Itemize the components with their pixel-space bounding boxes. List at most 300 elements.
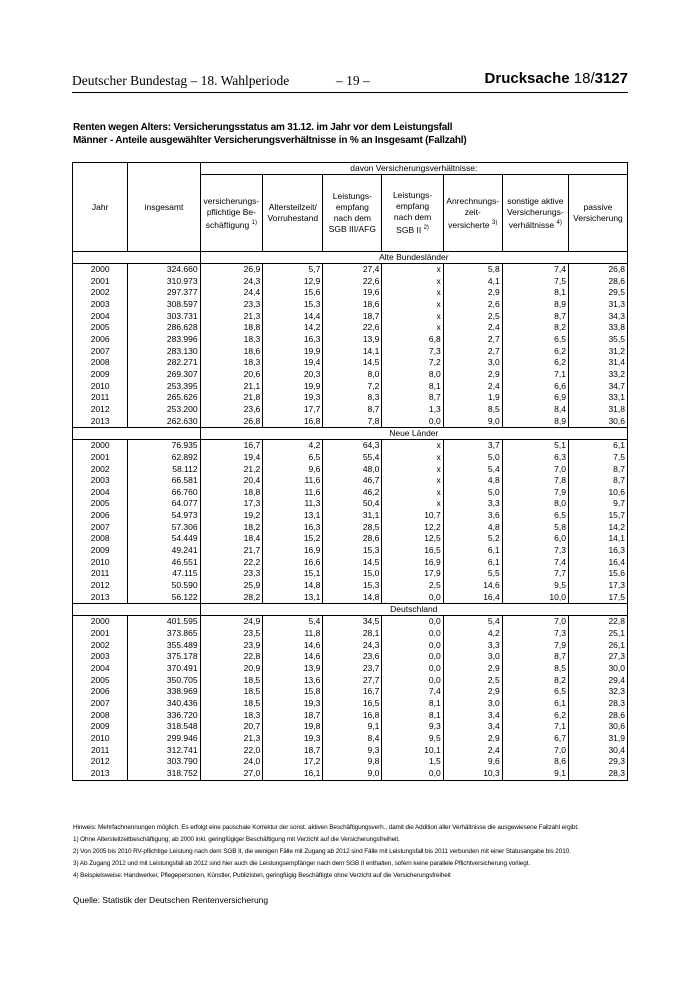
- table-row: [73, 651, 628, 663]
- table-row: [73, 475, 628, 487]
- table-row: [73, 568, 628, 580]
- value-cell: 8,5: [502, 663, 568, 675]
- value-cell: 11,6: [263, 475, 323, 487]
- table-row: [73, 733, 628, 745]
- value-cell: 2,4: [443, 381, 502, 393]
- footnotes: [73, 822, 633, 882]
- value-cell: 2,7: [443, 334, 502, 346]
- year-cell: 2004: [73, 487, 128, 499]
- value-cell: 14,1: [323, 346, 382, 358]
- value-cell: 9,0: [323, 768, 382, 780]
- value-cell: x: [382, 498, 443, 510]
- value-cell: 19,2: [200, 510, 263, 522]
- value-cell: 9,1: [502, 768, 568, 780]
- value-cell: 24,9: [200, 616, 263, 628]
- value-cell: 15,1: [263, 568, 323, 580]
- value-cell: 23,3: [200, 299, 263, 311]
- value-cell: 64,3: [323, 440, 382, 452]
- year-cell: 2009: [73, 369, 128, 381]
- table-row: [73, 264, 628, 276]
- value-cell: 28,5: [323, 522, 382, 534]
- value-cell: 19,3: [263, 733, 323, 745]
- year-cell: 2006: [73, 510, 128, 522]
- value-cell: 14,4: [263, 311, 323, 323]
- value-cell: x: [382, 464, 443, 476]
- value-cell: 66.760: [128, 487, 200, 499]
- value-cell: 16,6: [263, 557, 323, 569]
- table-row: [73, 464, 628, 476]
- value-cell: 31,1: [323, 510, 382, 522]
- value-cell: x: [382, 287, 443, 299]
- source-note: Quelle: Statistik der Deutschen Rentenversicherung: [73, 895, 269, 905]
- value-cell: 19,3: [263, 392, 323, 404]
- value-cell: 17,9: [382, 568, 443, 580]
- value-cell: 7,8: [502, 475, 568, 487]
- year-cell: 2001: [73, 276, 128, 288]
- year-cell: 2011: [73, 392, 128, 404]
- value-cell: 26,8: [200, 416, 263, 428]
- value-cell: 8,6: [502, 756, 568, 768]
- value-cell: 9,3: [323, 745, 382, 757]
- year-cell: 2008: [73, 710, 128, 722]
- year-cell: 2008: [73, 533, 128, 545]
- year-cell: 2001: [73, 628, 128, 640]
- value-cell: 64.077: [128, 498, 200, 510]
- value-cell: 26,9: [200, 264, 263, 276]
- value-cell: 27,3: [568, 651, 627, 663]
- header-page-number: – 19 –: [336, 73, 370, 88]
- value-cell: 22,6: [323, 322, 382, 334]
- value-cell: 6,5: [502, 510, 568, 522]
- value-cell: 32,3: [568, 686, 627, 698]
- value-cell: 12,2: [382, 522, 443, 534]
- value-cell: 15,0: [323, 568, 382, 580]
- value-cell: 12,5: [382, 533, 443, 545]
- value-cell: 28,1: [323, 628, 382, 640]
- col-header-jahr: Jahr: [73, 163, 128, 252]
- value-cell: 47.115: [128, 568, 200, 580]
- value-cell: 253.395: [128, 381, 200, 393]
- value-cell: 17,5: [568, 592, 627, 604]
- table-row: [73, 498, 628, 510]
- year-cell: 2003: [73, 651, 128, 663]
- value-cell: 5,1: [502, 440, 568, 452]
- value-cell: 4,8: [443, 522, 502, 534]
- value-cell: 4,1: [443, 276, 502, 288]
- year-cell: 2004: [73, 663, 128, 675]
- value-cell: 15,6: [568, 568, 627, 580]
- value-cell: 46,2: [323, 487, 382, 499]
- value-cell: 26,1: [568, 640, 627, 652]
- value-cell: 22,0: [200, 745, 263, 757]
- value-cell: 14,5: [323, 357, 382, 369]
- value-cell: 7,3: [502, 545, 568, 557]
- value-cell: 23,9: [200, 640, 263, 652]
- value-cell: 6,2: [502, 357, 568, 369]
- table-row: [73, 686, 628, 698]
- value-cell: 23,7: [323, 663, 382, 675]
- value-cell: x: [382, 452, 443, 464]
- value-cell: 24,3: [323, 640, 382, 652]
- header-doc-prefix: 18/: [573, 70, 595, 87]
- value-cell: 3,7: [443, 440, 502, 452]
- value-cell: 17,3: [568, 580, 627, 592]
- table-row: [73, 392, 628, 404]
- section-row: [73, 428, 628, 440]
- value-cell: 27,4: [323, 264, 382, 276]
- value-cell: 21,1: [200, 381, 263, 393]
- table-row: [73, 381, 628, 393]
- value-cell: 15,3: [323, 580, 382, 592]
- value-cell: 7,3: [382, 346, 443, 358]
- value-cell: 28,6: [568, 276, 627, 288]
- table-row: [73, 640, 628, 652]
- table-row: [73, 710, 628, 722]
- value-cell: 14,6: [263, 651, 323, 663]
- value-cell: x: [382, 487, 443, 499]
- value-cell: 2,6: [443, 299, 502, 311]
- value-cell: 15,8: [263, 686, 323, 698]
- year-cell: 2002: [73, 287, 128, 299]
- value-cell: 28,6: [568, 710, 627, 722]
- value-cell: 22,2: [200, 557, 263, 569]
- value-cell: 8,7: [323, 404, 382, 416]
- year-cell: 2013: [73, 768, 128, 780]
- value-cell: 31,9: [568, 733, 627, 745]
- table-row: [73, 287, 628, 299]
- value-cell: 16,1: [263, 768, 323, 780]
- header-rule: [72, 92, 628, 93]
- value-cell: 8,1: [502, 287, 568, 299]
- table-row: [73, 628, 628, 640]
- value-cell: 18,3: [200, 334, 263, 346]
- value-cell: 9,6: [263, 464, 323, 476]
- value-cell: 0,0: [382, 663, 443, 675]
- value-cell: 13,1: [263, 510, 323, 522]
- table-title-line1: Renten wegen Alters: Versicherungsstatus am 31.12. im Jahr vor dem Leistungsfall: [73, 122, 453, 133]
- col-header-sgb3: Leistungs- empfang nach dem SGB III/AFG: [323, 175, 382, 252]
- value-cell: 2,9: [443, 663, 502, 675]
- value-cell: 350.705: [128, 675, 200, 687]
- value-cell: 18,7: [323, 311, 382, 323]
- value-cell: 7,1: [502, 369, 568, 381]
- value-cell: 5,4: [443, 616, 502, 628]
- value-cell: 265.626: [128, 392, 200, 404]
- value-cell: 8,1: [382, 710, 443, 722]
- value-cell: 15,7: [568, 510, 627, 522]
- value-cell: 1,3: [382, 404, 443, 416]
- value-cell: 13,9: [263, 663, 323, 675]
- year-cell: 2006: [73, 686, 128, 698]
- year-cell: 2013: [73, 416, 128, 428]
- value-cell: 1,9: [443, 392, 502, 404]
- value-cell: 31,3: [568, 299, 627, 311]
- table-row: [73, 452, 628, 464]
- value-cell: 19,8: [263, 721, 323, 733]
- value-cell: 33,2: [568, 369, 627, 381]
- value-cell: 19,6: [323, 287, 382, 299]
- value-cell: 55,4: [323, 452, 382, 464]
- value-cell: 6,6: [502, 381, 568, 393]
- value-cell: 16,3: [263, 522, 323, 534]
- value-cell: 8,1: [382, 381, 443, 393]
- year-cell: 2011: [73, 745, 128, 757]
- value-cell: 31,4: [568, 357, 627, 369]
- value-cell: 10,0: [502, 592, 568, 604]
- value-cell: 34,7: [568, 381, 627, 393]
- value-cell: 24,4: [200, 287, 263, 299]
- davon-header: davon Versicherungsverhältnisse:: [200, 163, 627, 175]
- value-cell: 16,3: [568, 545, 627, 557]
- value-cell: 7,3: [502, 628, 568, 640]
- value-cell: 14,2: [263, 322, 323, 334]
- value-cell: 7,4: [502, 557, 568, 569]
- value-cell: 28,2: [200, 592, 263, 604]
- value-cell: 26,8: [568, 264, 627, 276]
- year-cell: 2009: [73, 545, 128, 557]
- table-row: [73, 721, 628, 733]
- year-cell: 2002: [73, 464, 128, 476]
- value-cell: 18,4: [200, 533, 263, 545]
- value-cell: 33,8: [568, 322, 627, 334]
- table-row: [73, 545, 628, 557]
- page-header: [72, 70, 628, 90]
- value-cell: 8,0: [382, 369, 443, 381]
- value-cell: 46.551: [128, 557, 200, 569]
- table-row: [73, 276, 628, 288]
- table-row: [73, 768, 628, 780]
- value-cell: 23,6: [323, 651, 382, 663]
- value-cell: 16,3: [263, 334, 323, 346]
- table-row: [73, 334, 628, 346]
- value-cell: 22,6: [323, 276, 382, 288]
- value-cell: 8,7: [502, 311, 568, 323]
- value-cell: 13,6: [263, 675, 323, 687]
- table-row: [73, 745, 628, 757]
- value-cell: 6,2: [502, 710, 568, 722]
- value-cell: 312.741: [128, 745, 200, 757]
- value-cell: 20,7: [200, 721, 263, 733]
- value-cell: 20,4: [200, 475, 263, 487]
- value-cell: x: [382, 475, 443, 487]
- year-cell: 2003: [73, 299, 128, 311]
- value-cell: 269.307: [128, 369, 200, 381]
- value-cell: 318.548: [128, 721, 200, 733]
- year-cell: 2005: [73, 322, 128, 334]
- value-cell: 310.973: [128, 276, 200, 288]
- value-cell: 56.122: [128, 592, 200, 604]
- table-row: [73, 557, 628, 569]
- value-cell: 3,0: [443, 698, 502, 710]
- table-row: [73, 404, 628, 416]
- value-cell: 6,3: [502, 452, 568, 464]
- value-cell: 23,5: [200, 628, 263, 640]
- table-body: [73, 252, 628, 781]
- footnote-3: 3) Ab Zugang 2012 und mit Leistungsfall ab 2012 sind hier auch die Leistungsempfänger nach dem SGB II enthalten, sofern keine parallele Pflichtversicherung vorliegt.: [73, 860, 531, 868]
- value-cell: 23,6: [200, 404, 263, 416]
- value-cell: 66.581: [128, 475, 200, 487]
- value-cell: 7,0: [502, 464, 568, 476]
- value-cell: 5,4: [263, 616, 323, 628]
- year-cell: 2003: [73, 475, 128, 487]
- header-document-number: [485, 70, 628, 87]
- value-cell: 18,7: [263, 745, 323, 757]
- value-cell: 286.628: [128, 322, 200, 334]
- year-cell: 2007: [73, 346, 128, 358]
- table-row: [73, 311, 628, 323]
- value-cell: 18,6: [323, 299, 382, 311]
- value-cell: 2,5: [382, 580, 443, 592]
- value-cell: 19,4: [263, 357, 323, 369]
- value-cell: 10,7: [382, 510, 443, 522]
- value-cell: 19,3: [263, 698, 323, 710]
- value-cell: 50.590: [128, 580, 200, 592]
- value-cell: 14,1: [568, 533, 627, 545]
- value-cell: 10,3: [443, 768, 502, 780]
- table-row: [73, 369, 628, 381]
- footnote-hinweis: Hinweis: Mehrfachnennungen möglich. Es erfolgt eine pauschale Korrektur der sonst. aktiven Beschäftigungsverh., damit die Addition aller Verhältnisse die ausgewiesene Fallzahl ergibt.: [73, 824, 579, 831]
- value-cell: 19,4: [200, 452, 263, 464]
- value-cell: 7,9: [502, 487, 568, 499]
- value-cell: x: [382, 276, 443, 288]
- value-cell: 3,3: [443, 498, 502, 510]
- value-cell: 29,3: [568, 756, 627, 768]
- value-cell: 21,7: [200, 545, 263, 557]
- value-cell: 18,3: [200, 357, 263, 369]
- value-cell: 24,0: [200, 756, 263, 768]
- value-cell: 2,9: [443, 686, 502, 698]
- value-cell: 14,2: [568, 522, 627, 534]
- value-cell: 2,4: [443, 745, 502, 757]
- value-cell: 8,4: [323, 733, 382, 745]
- value-cell: 338.969: [128, 686, 200, 698]
- value-cell: 5,5: [443, 568, 502, 580]
- table-row: [73, 487, 628, 499]
- col-header-sgb2: Leistungs- empfang nach dem SGB II $^{2)}$: [382, 175, 443, 252]
- value-cell: 16,8: [263, 416, 323, 428]
- value-cell: 7,1: [502, 721, 568, 733]
- table-row: [73, 322, 628, 334]
- value-cell: 6,5: [502, 334, 568, 346]
- value-cell: 7,0: [502, 616, 568, 628]
- value-cell: 336.720: [128, 710, 200, 722]
- value-cell: 14,6: [263, 640, 323, 652]
- value-cell: 0,0: [382, 768, 443, 780]
- value-cell: 355.489: [128, 640, 200, 652]
- col-header-anrechnungszeit: Anrechnungs- zeit- versicherte $^{3)}$: [443, 175, 502, 252]
- value-cell: 370.491: [128, 663, 200, 675]
- section-row: [73, 252, 628, 264]
- year-cell: 2011: [73, 568, 128, 580]
- value-cell: 9,3: [382, 721, 443, 733]
- value-cell: 401.595: [128, 616, 200, 628]
- value-cell: 6,8: [382, 334, 443, 346]
- value-cell: 297.377: [128, 287, 200, 299]
- value-cell: 18,8: [200, 322, 263, 334]
- value-cell: x: [382, 440, 443, 452]
- value-cell: 9,5: [382, 733, 443, 745]
- value-cell: 16,5: [382, 545, 443, 557]
- year-cell: 2010: [73, 733, 128, 745]
- value-cell: 27,7: [323, 675, 382, 687]
- value-cell: 18,3: [200, 710, 263, 722]
- year-cell: 2010: [73, 381, 128, 393]
- value-cell: x: [382, 299, 443, 311]
- value-cell: 6,5: [502, 686, 568, 698]
- table-row: [73, 510, 628, 522]
- value-cell: 21,8: [200, 392, 263, 404]
- table-row: [73, 299, 628, 311]
- value-cell: 19,9: [263, 346, 323, 358]
- section-label: Deutschland: [200, 604, 627, 616]
- value-cell: 7,9: [502, 640, 568, 652]
- col-header-altersteilzeit: Altersteilzeit/ Vorruhestand: [263, 175, 323, 252]
- value-cell: 283.130: [128, 346, 200, 358]
- year-cell: 2005: [73, 498, 128, 510]
- value-cell: 6,1: [443, 557, 502, 569]
- year-cell: 2012: [73, 404, 128, 416]
- value-cell: 12,9: [263, 276, 323, 288]
- year-cell: 2000: [73, 440, 128, 452]
- value-cell: 30,0: [568, 663, 627, 675]
- value-cell: 8,4: [502, 404, 568, 416]
- value-cell: 9,1: [323, 721, 382, 733]
- value-cell: 15,3: [263, 299, 323, 311]
- value-cell: 21,2: [200, 464, 263, 476]
- value-cell: 5,4: [443, 464, 502, 476]
- value-cell: 3,6: [443, 510, 502, 522]
- section-label: Alte Bundesländer: [200, 252, 627, 264]
- year-cell: 2012: [73, 756, 128, 768]
- value-cell: 19,9: [263, 381, 323, 393]
- value-cell: 10,1: [382, 745, 443, 757]
- value-cell: 4,2: [263, 440, 323, 452]
- value-cell: 2,4: [443, 322, 502, 334]
- value-cell: x: [382, 264, 443, 276]
- col-header-pflichtbeschaeftigung: versicherungs- pflichtige Be- schäftigung $^{1)}$: [200, 175, 263, 252]
- value-cell: 14,5: [323, 557, 382, 569]
- value-cell: 9,6: [443, 756, 502, 768]
- value-cell: 35,5: [568, 334, 627, 346]
- value-cell: 16,9: [263, 545, 323, 557]
- value-cell: 23,3: [200, 568, 263, 580]
- value-cell: 2,5: [443, 311, 502, 323]
- value-cell: 6,1: [502, 698, 568, 710]
- col-header-sonstige: sonstige aktive Versicherungs- verhältnisse $^{4)}$: [502, 175, 568, 252]
- value-cell: 7,5: [568, 452, 627, 464]
- value-cell: 6,0: [502, 533, 568, 545]
- table-row: [73, 416, 628, 428]
- table-row: [73, 756, 628, 768]
- value-cell: 5,0: [443, 452, 502, 464]
- value-cell: 16,7: [200, 440, 263, 452]
- value-cell: 16,9: [382, 557, 443, 569]
- value-cell: 50,4: [323, 498, 382, 510]
- value-cell: 5,7: [263, 264, 323, 276]
- table-row: [73, 522, 628, 534]
- value-cell: 0,0: [382, 592, 443, 604]
- value-cell: 20,6: [200, 369, 263, 381]
- value-cell: 6,1: [568, 440, 627, 452]
- value-cell: 375.178: [128, 651, 200, 663]
- value-cell: 1,5: [382, 756, 443, 768]
- value-cell: 7,4: [382, 686, 443, 698]
- value-cell: 11,6: [263, 487, 323, 499]
- value-cell: 17,3: [200, 498, 263, 510]
- value-cell: 76.935: [128, 440, 200, 452]
- value-cell: 318.752: [128, 768, 200, 780]
- value-cell: 16,4: [443, 592, 502, 604]
